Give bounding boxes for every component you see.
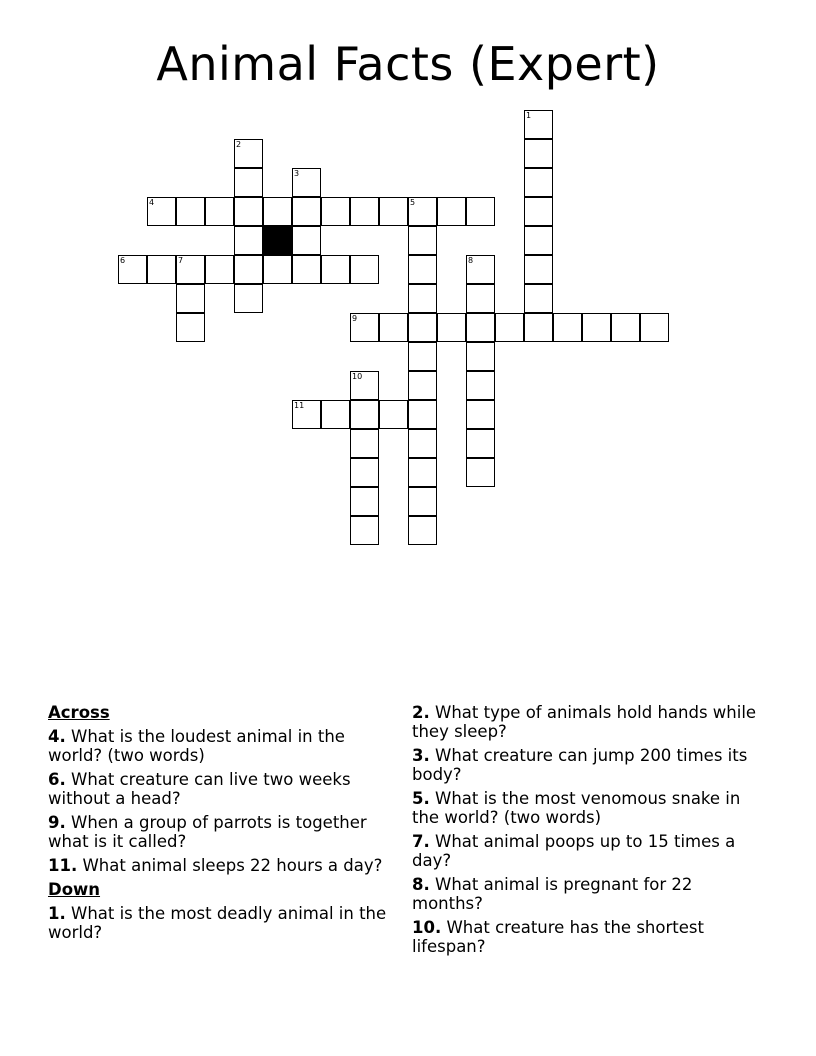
down-heading: Down [48,880,101,899]
grid-cell[interactable] [350,313,379,342]
grid-cell[interactable] [408,197,437,226]
clue-number: 11. [48,856,78,875]
grid-cell[interactable] [408,313,437,342]
grid-cell[interactable] [176,197,205,226]
grid-cell[interactable] [321,400,350,429]
cell-number: 1 [526,111,532,120]
cell-number: 2 [236,140,242,149]
clue-number: 5. [412,789,430,808]
grid-cell[interactable] [292,197,321,226]
grid-cell[interactable] [379,313,408,342]
grid-cell[interactable] [408,371,437,400]
cell-number: 11 [294,401,305,410]
grid-cell[interactable] [408,342,437,371]
clue-text: What creature has the shortest lifespan? [412,918,704,956]
grid-cell[interactable] [408,226,437,255]
grid-cell[interactable] [524,313,553,342]
cell-number: 6 [120,256,126,265]
grid-cell[interactable] [524,255,553,284]
grid-cell[interactable] [524,197,553,226]
cell-number: 7 [178,256,184,265]
clue-number: 1. [48,904,66,923]
grid-cell[interactable] [408,516,437,545]
grid-cell[interactable] [408,255,437,284]
cell-number: 4 [149,198,155,207]
grid-cell[interactable] [234,255,263,284]
grid-cell[interactable] [176,255,205,284]
clue-down-8 [412,875,762,913]
cell-number: 8 [468,256,474,265]
grid-cell[interactable] [263,197,292,226]
grid-cell[interactable] [408,400,437,429]
grid-cell[interactable] [350,371,379,400]
clue-number: 6. [48,770,66,789]
grid-cell[interactable] [553,313,582,342]
clue-down-1 [48,904,393,942]
clue-number: 4. [48,727,66,746]
grid-cell[interactable] [350,458,379,487]
clue-text: What is the loudest animal in the world? (two words) [48,727,345,765]
clue-text: What type of animals hold hands while they sleep? [412,703,757,741]
grid-cell[interactable] [292,168,321,197]
clues-left-column [48,703,393,947]
grid-cell[interactable] [466,400,495,429]
grid-cell[interactable] [437,197,466,226]
clue-number: 2. [412,703,430,722]
cell-number: 10 [352,372,363,381]
clue-down-2 [412,703,762,741]
clue-down-5 [412,789,762,827]
clue-number: 10. [412,918,442,937]
grid-cell[interactable] [495,313,524,342]
clue-text: What creature can jump 200 times its body? [412,746,748,784]
grid-cell[interactable] [350,400,379,429]
grid-cell[interactable] [466,342,495,371]
grid-cell[interactable] [466,255,495,284]
clue-down-3 [412,746,762,784]
grid-cell[interactable] [234,226,263,255]
clue-number: 7. [412,832,430,851]
grid-cell[interactable] [524,168,553,197]
grid-cell[interactable] [350,429,379,458]
grid-cell[interactable] [205,197,234,226]
grid-cell[interactable] [379,400,408,429]
clue-number: 8. [412,875,430,894]
grid-cell[interactable] [466,284,495,313]
clue-text: When a group of parrots is together what is it called? [48,813,367,851]
grid-cell[interactable] [466,197,495,226]
grid-cell[interactable] [234,197,263,226]
cell-number: 3 [294,169,300,178]
cell-number: 9 [352,314,358,323]
grid-cell[interactable] [437,313,466,342]
grid-cell[interactable] [524,139,553,168]
grid-cell[interactable] [292,255,321,284]
clue-number: 3. [412,746,430,765]
clue-text: What is the most venomous snake in the world? (two words) [412,789,741,827]
grid-cell[interactable] [611,313,640,342]
clue-across-11 [48,856,393,875]
clue-across-9 [48,813,393,851]
page-title: Animal Facts (Expert) [156,37,660,91]
clue-text: What animal poops up to 15 times a day? [412,832,736,870]
grid-cell[interactable] [350,516,379,545]
grid-cell[interactable] [176,284,205,313]
grid-cell[interactable] [234,139,263,168]
grid-cell[interactable] [408,487,437,516]
cell-number: 5 [410,198,416,207]
grid-cell[interactable] [524,284,553,313]
grid-cell[interactable] [350,255,379,284]
grid-cell[interactable] [379,197,408,226]
grid-cell[interactable] [524,110,553,139]
grid-cell[interactable] [147,255,176,284]
clue-text: What is the most deadly animal in the world? [48,904,387,942]
grid-cell[interactable] [205,255,234,284]
across-heading: Across [48,703,110,722]
clue-text: What animal is pregnant for 22 months? [412,875,693,913]
grid-cell[interactable] [321,255,350,284]
grid-cell[interactable] [292,400,321,429]
clue-down-10 [412,918,762,956]
grid-cell[interactable] [640,313,669,342]
black-cell [263,226,292,255]
clue-across-4 [48,727,393,765]
grid-cell[interactable] [466,371,495,400]
grid-cell[interactable] [524,226,553,255]
grid-cell[interactable] [582,313,611,342]
grid-cell[interactable] [234,168,263,197]
grid-cell[interactable] [263,255,292,284]
grid-cell[interactable] [466,458,495,487]
grid-cell[interactable] [321,197,350,226]
clue-number: 9. [48,813,66,832]
clues-right-column [412,703,762,961]
grid-cell[interactable] [147,197,176,226]
grid-cell[interactable] [234,284,263,313]
clue-text: What creature can live two weeks without a head? [48,770,351,808]
grid-cell[interactable] [118,255,147,284]
clue-across-6 [48,770,393,808]
grid-cell[interactable] [350,487,379,516]
grid-cell[interactable] [408,429,437,458]
grid-cell[interactable] [176,313,205,342]
grid-cell[interactable] [350,197,379,226]
grid-cell[interactable] [466,313,495,342]
clue-down-7 [412,832,762,870]
grid-cell[interactable] [408,284,437,313]
grid-cell[interactable] [292,226,321,255]
grid-cell[interactable] [408,458,437,487]
grid-cell[interactable] [466,429,495,458]
clue-text: What animal sleeps 22 hours a day? [82,856,383,875]
